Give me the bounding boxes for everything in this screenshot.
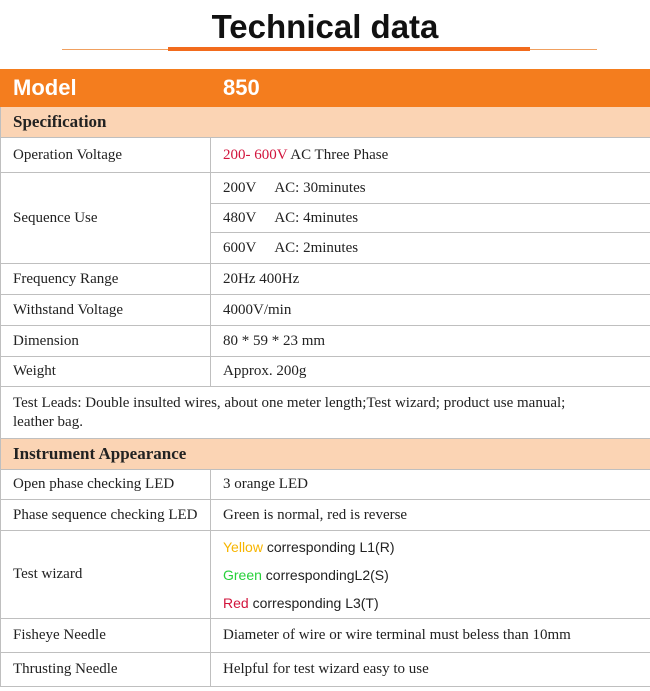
wizard-line-l1 xyxy=(223,533,650,561)
table-row xyxy=(1,500,650,531)
section-title: Instrument Appearance xyxy=(1,439,650,470)
sequence-row xyxy=(211,233,650,264)
row-value xyxy=(211,138,650,173)
table-row xyxy=(1,387,650,439)
sequence-voltage: 600V xyxy=(223,239,257,256)
table-row xyxy=(1,138,650,173)
wizard-text: corresponding L1(R) xyxy=(262,538,395,555)
row-label: Phase sequence checking LED xyxy=(1,500,211,531)
row-label: Dimension xyxy=(1,326,211,357)
sequence-voltage: 200V xyxy=(223,179,257,196)
voltage-type: AC Three Phase xyxy=(287,146,389,163)
model-value: 850 xyxy=(211,70,650,107)
row-label: Thrusting Needle xyxy=(1,653,211,687)
sequence-time: AC: 4minutes xyxy=(274,209,359,226)
row-value: Diameter of wire or wire terminal must beless than 10mm xyxy=(211,619,650,653)
voltage-range: 200- 600V xyxy=(223,146,288,163)
row-value: Approx. 200g xyxy=(211,357,650,387)
color-word-red: Red xyxy=(223,594,249,611)
test-leads-note: Test Leads: Double insulted wires, about one meter length;Test wizard; product use manual; leather bag. xyxy=(1,387,650,439)
wizard-text: correspondingL2(S) xyxy=(261,566,389,583)
row-value: 80 * 59 * 23 mm xyxy=(211,326,650,357)
row-value: Green is normal, red is reverse xyxy=(211,500,650,531)
row-label: Frequency Range xyxy=(1,264,211,295)
sequence-time: AC: 30minutes xyxy=(274,179,366,196)
sequence-row xyxy=(211,204,650,233)
table-row xyxy=(1,653,650,687)
row-value: 4000V/min xyxy=(211,295,650,326)
sequence-time: AC: 2minutes xyxy=(274,239,359,256)
row-label: Withstand Voltage xyxy=(1,295,211,326)
table-row xyxy=(1,264,650,295)
row-label: Open phase checking LED xyxy=(1,470,211,500)
row-label: Test wizard xyxy=(1,531,211,619)
sequence-voltage: 480V xyxy=(223,209,257,226)
table-row xyxy=(1,173,650,204)
section-title: Specification xyxy=(1,107,650,138)
table-row xyxy=(1,470,650,500)
section-header-specification xyxy=(1,107,650,138)
model-row xyxy=(1,70,650,107)
row-value: 20Hz 400Hz xyxy=(211,264,650,295)
table-row xyxy=(1,357,650,387)
wizard-line-l2 xyxy=(223,561,650,589)
row-label: Fisheye Needle xyxy=(1,619,211,653)
test-wizard-lines xyxy=(211,531,650,619)
title-underline-accent xyxy=(168,47,530,51)
color-word-green: Green xyxy=(223,566,262,583)
wizard-text: corresponding L3(T) xyxy=(248,594,379,611)
page-title: Technical data xyxy=(211,8,439,45)
table-row xyxy=(1,619,650,653)
table-row xyxy=(1,295,650,326)
row-label: Operation Voltage xyxy=(1,138,211,173)
model-label: Model xyxy=(1,70,211,107)
color-word-yellow: Yellow xyxy=(223,538,263,555)
row-value: 3 orange LED xyxy=(211,470,650,500)
tech-data-table xyxy=(0,69,650,687)
wizard-line-l3 xyxy=(223,589,650,617)
table-row xyxy=(1,531,650,619)
section-header-appearance xyxy=(1,439,650,470)
row-value: Helpful for test wizard easy to use xyxy=(211,653,650,687)
sequence-row xyxy=(211,173,650,204)
row-label: Sequence Use xyxy=(1,173,211,264)
table-row xyxy=(1,326,650,357)
row-label: Weight xyxy=(1,357,211,387)
